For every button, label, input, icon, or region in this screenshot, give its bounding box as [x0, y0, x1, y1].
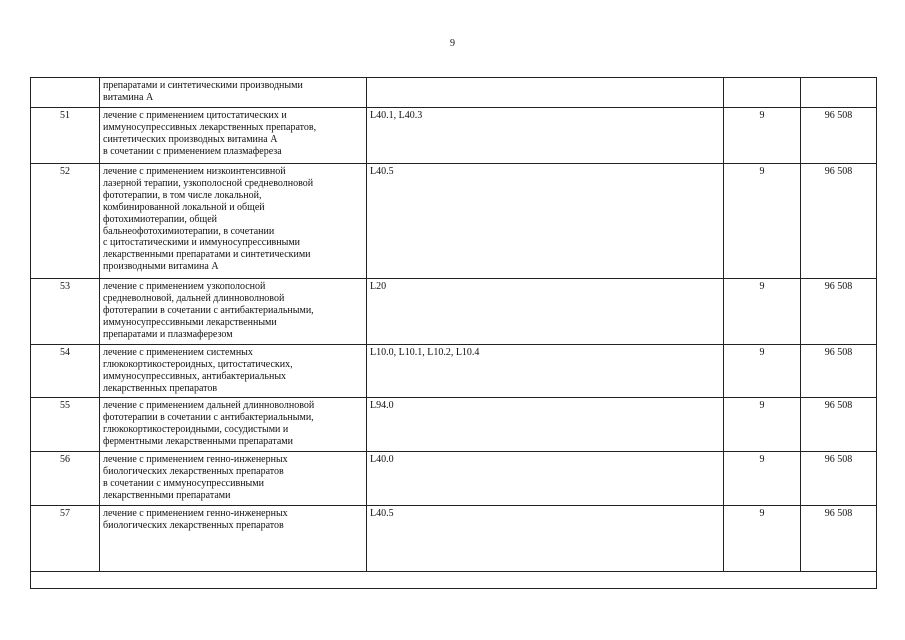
codes-cell: L40.5: [367, 506, 724, 572]
codes-cell: L10.0, L10.1, L10.2, L10.4: [367, 345, 724, 398]
codes-cell: L40.5: [367, 164, 724, 279]
row-number-cell: 51: [31, 108, 100, 164]
table-row: [31, 345, 877, 398]
cost-cell: [801, 78, 877, 108]
description-line: лечение с применением низкоинтенсивной: [103, 166, 286, 177]
description-line: в сочетании с иммуносупрессивными: [103, 477, 264, 489]
description-line: лечение с применением генно-инженерных: [103, 454, 288, 465]
description-line: лекарственными препаратами: [103, 489, 231, 501]
codes-cell: L94.0: [367, 398, 724, 452]
table-footer-row: [31, 572, 877, 589]
cost-cell: 96 508: [801, 164, 877, 279]
cost-cell: 96 508: [801, 108, 877, 164]
row-number-cell: [31, 78, 100, 108]
row-number-cell: 53: [31, 279, 100, 345]
cost-cell: 96 508: [801, 345, 877, 398]
table-row: [31, 279, 877, 345]
description-line: в сочетании с применением плазмафереза: [103, 145, 282, 157]
group-cell: 9: [724, 279, 801, 345]
cost-cell: 96 508: [801, 398, 877, 452]
table-row: [31, 452, 877, 506]
description-line: глюкокортикостероидных, цитостатических,: [103, 358, 293, 370]
table-row: [31, 398, 877, 452]
description-line: лекарственными препаратами и синтетическими: [103, 249, 311, 261]
description-line: фототерапии в сочетании с антибактериальными,: [103, 411, 314, 423]
description-line: лечение с применением системных: [103, 347, 253, 358]
row-number-cell: 54: [31, 345, 100, 398]
description-cell: [100, 78, 367, 108]
description-line: лечение с применением дальней длинноволновой: [103, 400, 315, 411]
description-cell: [100, 345, 367, 398]
group-cell: 9: [724, 345, 801, 398]
description-line: лечение с применением цитостатических и: [103, 110, 287, 121]
description-line: с цитостатическими и иммуносупрессивными: [103, 237, 301, 249]
row-number-cell: 52: [31, 164, 100, 279]
description-line: витамина А: [103, 91, 154, 103]
description-cell: [100, 108, 367, 164]
description-cell: [100, 398, 367, 452]
group-cell: 9: [724, 108, 801, 164]
codes-cell: L20: [367, 279, 724, 345]
description-line: лечение с применением узкополосной: [103, 281, 266, 292]
description-line: лазерной терапии, узкополосной средневолновой: [103, 177, 314, 189]
description-line: лечение с применением генно-инженерных: [103, 508, 288, 519]
description-line: иммуносупрессивных лекарственных препаратов,: [103, 121, 317, 133]
description-line: препаратами и синтетическими производными: [103, 80, 303, 91]
cost-cell: 96 508: [801, 452, 877, 506]
description-line: производными витамина А: [103, 261, 219, 273]
description-cell: [100, 506, 367, 572]
cost-cell: 96 508: [801, 279, 877, 345]
group-cell: 9: [724, 164, 801, 279]
row-number-cell: 57: [31, 506, 100, 572]
table-row-continuation: [31, 78, 877, 108]
page-number: 9: [450, 38, 455, 49]
description-line: бальнеофотохимиотерапии, в сочетании: [103, 225, 275, 237]
table-row: [31, 108, 877, 164]
table-row: [31, 164, 877, 279]
group-cell: 9: [724, 506, 801, 572]
description-line: средневолновой, дальней длинноволновой: [103, 292, 285, 304]
description-line: биологических лекарственных препаратов: [103, 465, 284, 477]
cost-cell: 96 508: [801, 506, 877, 572]
description-line: иммуносупрессивных, антибактериальных: [103, 370, 287, 382]
description-cell: [100, 452, 367, 506]
description-line: фототерапии, в том числе локальной,: [103, 189, 262, 201]
description-line: фотохимиотерапии, общей: [103, 213, 217, 225]
description-line: иммуносупрессивными лекарственными: [103, 316, 277, 328]
row-number-cell: 55: [31, 398, 100, 452]
codes-cell: L40.1, L40.3: [367, 108, 724, 164]
codes-cell: L40.0: [367, 452, 724, 506]
description-line: глюкокортикостероидными, сосудистыми и: [103, 423, 289, 435]
description-line: ферментными лекарственными препаратами: [103, 435, 293, 447]
table-row: [31, 506, 877, 572]
description-line: лекарственных препаратов: [103, 382, 218, 394]
description-cell: [100, 279, 367, 345]
description-line: биологических лекарственных препаратов: [103, 519, 284, 531]
row-number-cell: 56: [31, 452, 100, 506]
description-line: синтетических производных витамина А: [103, 133, 278, 145]
treatment-table: [30, 77, 877, 589]
codes-cell: [367, 78, 724, 108]
group-cell: [724, 78, 801, 108]
description-line: фототерапии в сочетании с антибактериальными,: [103, 304, 314, 316]
group-cell: 9: [724, 398, 801, 452]
footer-cell: [31, 572, 877, 589]
description-line: препаратами и плазмаферезом: [103, 328, 233, 340]
group-cell: 9: [724, 452, 801, 506]
description-cell: [100, 164, 367, 279]
description-line: комбинированной локальной и общей: [103, 201, 265, 213]
